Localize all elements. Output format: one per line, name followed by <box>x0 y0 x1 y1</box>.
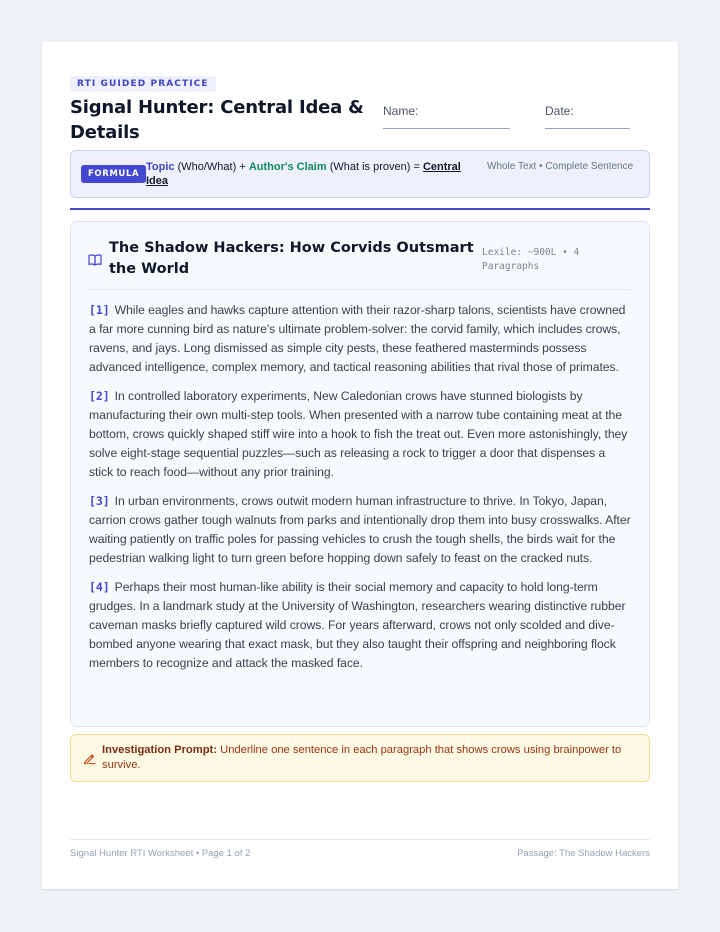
paragraph-text[interactable]: Perhaps their most human-like ability is their social memory and capacity to hold long-term grudges. In a landmark study at the University of Washington, researchers wearing distinctive rubber caveman masks briefly captured wild crows. For years afterward, crows not only scolded and dive-bombed anyone wearing that exact mask, but they also taught their offspring and neighboring flock members to recognize and attack the masked face. <box>89 580 626 670</box>
formula-topic: Topic <box>146 161 175 173</box>
paragraph-number: [1] <box>89 303 110 317</box>
paragraph-text[interactable]: While eagles and hawks capture attention with their razor-sharp talons, scientists have crowned a far more cunning bird as nature's ultimate problem-solver: the corvid family, which includes crows, ravens, and jays. Long dismissed as simple city pests, these feathered masterminds possess advanced intelligence, complex memory, and tactical reasoning abilities that rival those of primates. <box>89 303 626 374</box>
date-line[interactable] <box>545 128 630 129</box>
paragraph-4[interactable] <box>89 578 631 673</box>
name-label: Name: <box>383 104 419 118</box>
section-divider <box>70 208 650 210</box>
pen-icon <box>82 751 96 765</box>
formula-text <box>146 160 476 188</box>
category-badge: RTI GUIDED PRACTICE <box>70 76 216 92</box>
passage-paragraphs <box>89 301 631 683</box>
formula-topic-note: (Who/What) <box>177 161 237 173</box>
footer-page-info: Signal Hunter RTI Worksheet • Page 1 of 2 <box>70 848 251 859</box>
formula-tag: FORMULA <box>81 165 146 183</box>
paragraph-3[interactable] <box>89 492 631 568</box>
formula-plus: + <box>239 161 246 173</box>
passage-divider <box>88 289 630 290</box>
date-field[interactable] <box>545 104 574 118</box>
formula-claim-note: (What is proven) <box>329 161 411 173</box>
name-line[interactable] <box>383 128 510 129</box>
paragraph-text[interactable]: In urban environments, crows outwit modern human infrastructure to thrive. In Tokyo, Japan, carrion crows gather tough walnuts from parks and intentionally drop them into busy crosswalks. After waiting patiently on traffic poles for passing vehicles to crush the tough shells, the birds wait for the pedestrian walking light to turn green before hopping down safely to feast on the cracked nuts. <box>89 494 631 565</box>
passage-meta: Lexile: ~900L • 4 Paragraphs <box>482 247 580 272</box>
paragraph-text[interactable]: In controlled laboratory experiments, New Caledonian crows have stunned biologists by manufacturing their own multi-step tools. When presented with a narrow tube containing meat at the bottom, crows quickly shaped stiff wire into a hook to fish the treat out. Even more astonishingly, they solve eight-stage sequential puzzles—such as releasing a rock to trigger a door that dispenses a stick to reach food—without any prior training. <box>89 389 628 479</box>
paragraph-number: [2] <box>89 389 110 403</box>
footer-divider <box>70 839 650 840</box>
name-field[interactable] <box>383 104 418 118</box>
paragraph-2[interactable] <box>89 387 631 482</box>
prompt-label: Investigation Prompt: <box>102 744 217 756</box>
formula-claim: Author's Claim <box>248 161 327 173</box>
formula-equals: = <box>413 161 420 173</box>
formula-box <box>70 150 650 198</box>
worksheet-page <box>42 42 678 889</box>
formula-central-idea: Central Idea <box>146 161 461 187</box>
passage-card <box>70 221 650 727</box>
prompt-text <box>102 743 632 773</box>
prompt-body: Underline one sentence in each paragraph that shows crows using brainpower to survive. <box>102 744 622 771</box>
date-label: Date: <box>545 104 574 118</box>
passage-title: The Shadow Hackers: How Corvids Outsmart the World <box>109 240 474 277</box>
paragraph-1[interactable] <box>89 301 631 377</box>
page-title: Signal Hunter: Central Idea & Details <box>70 97 364 143</box>
book-icon <box>88 254 102 266</box>
formula-note: Whole Text • Complete Sentence <box>487 161 634 172</box>
paragraph-number: [3] <box>89 494 110 508</box>
paragraph-number: [4] <box>89 580 110 594</box>
footer-passage-info: Passage: The Shadow Hackers <box>517 848 650 859</box>
investigation-prompt <box>70 734 650 782</box>
